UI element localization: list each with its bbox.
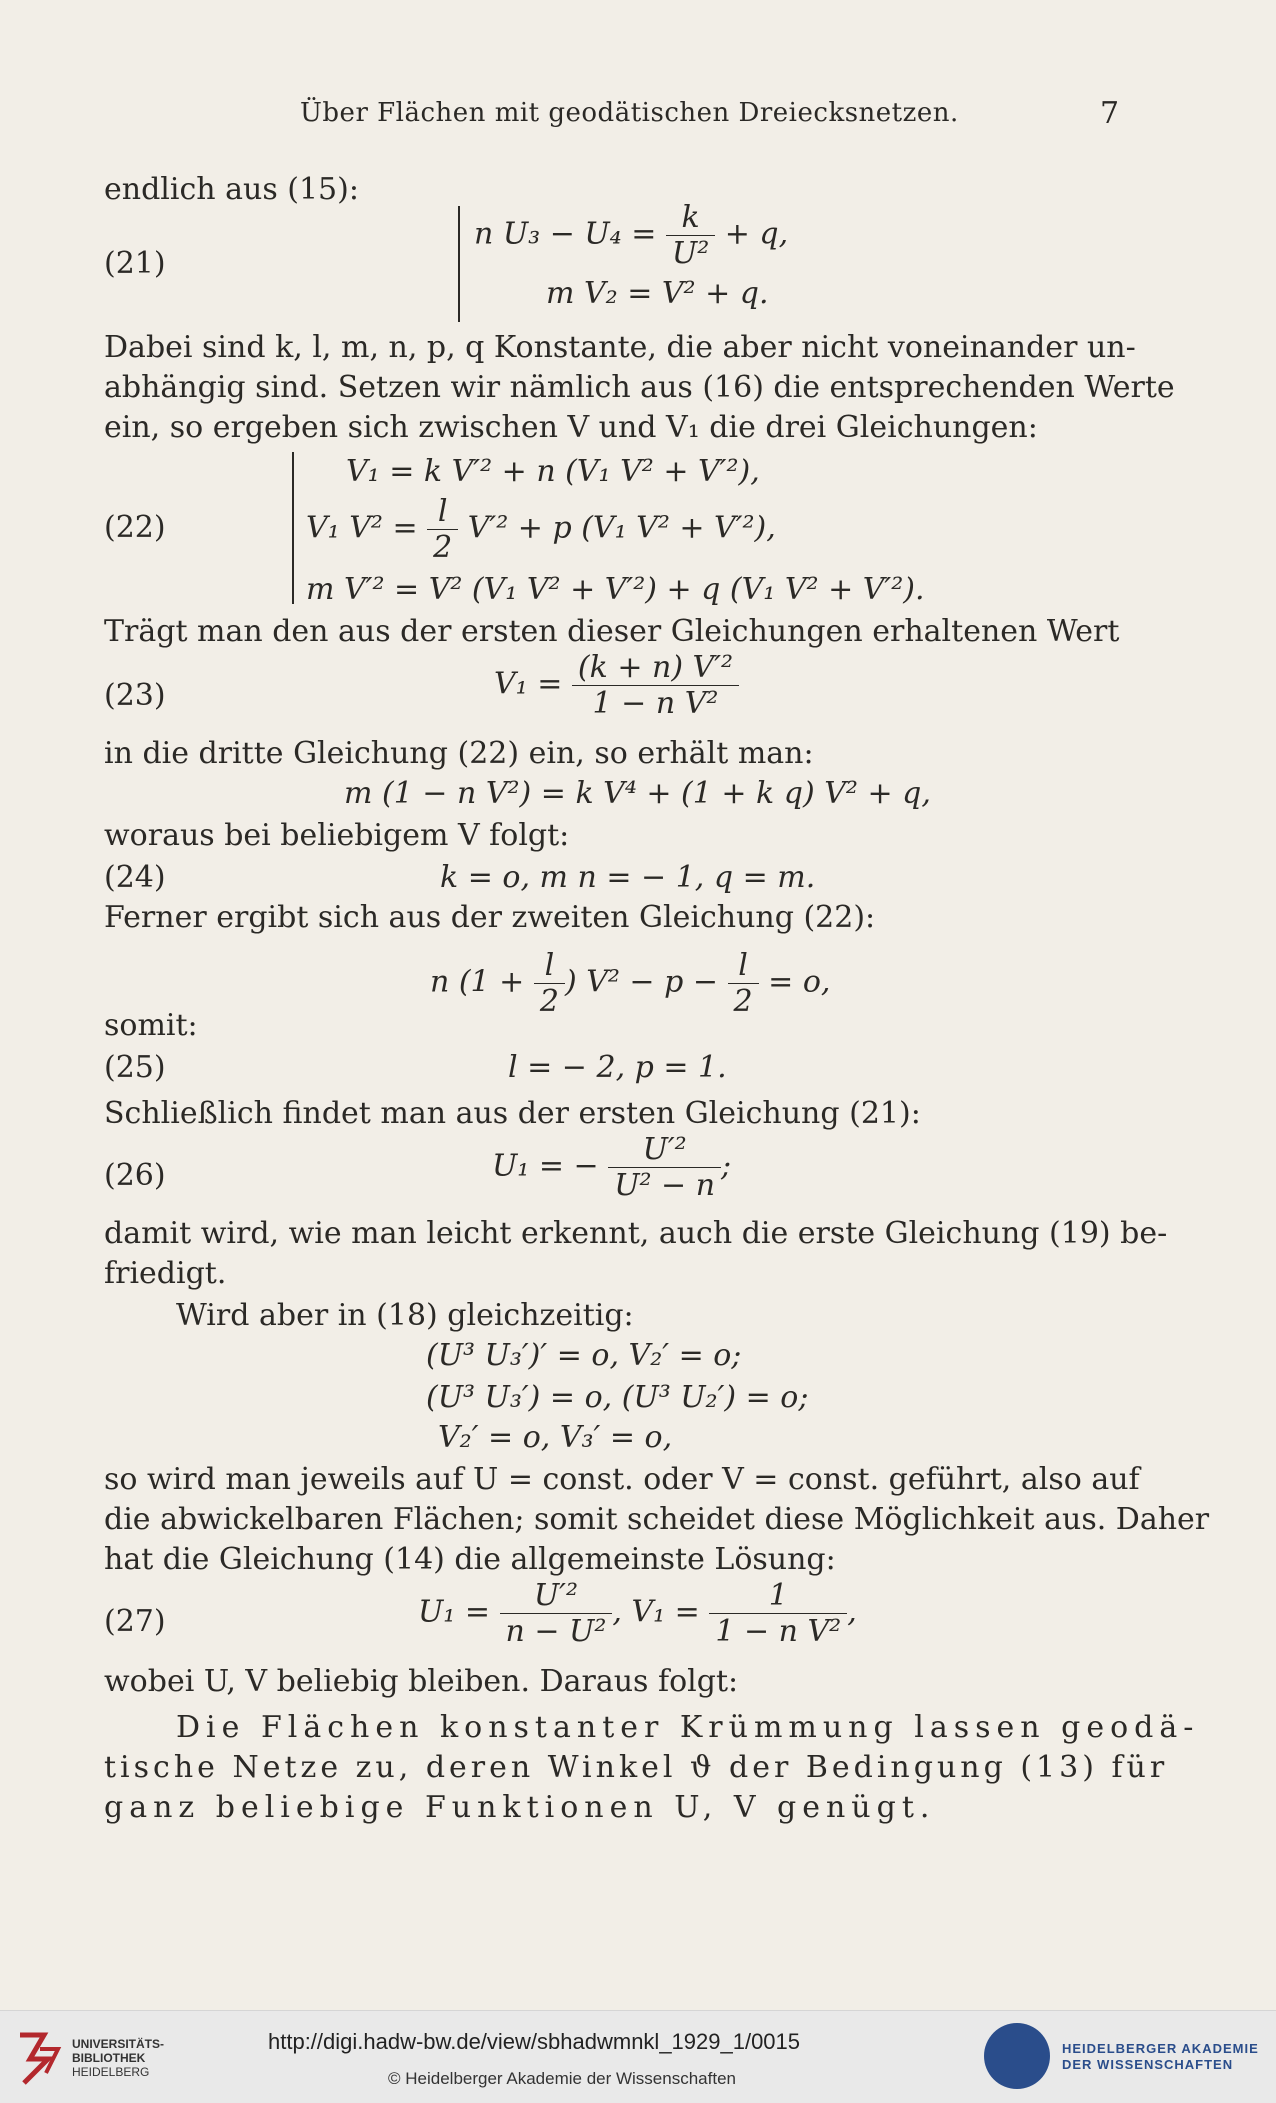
- numerator: l: [427, 494, 458, 530]
- eq-part: V′² + p (V₁ V² + V′²),: [458, 510, 776, 546]
- equation-23: [494, 650, 739, 721]
- text-line: friedigt.: [104, 1256, 227, 1291]
- denominator: 2: [433, 530, 453, 565]
- eq-part: + q,: [715, 216, 789, 252]
- numerator: U′²: [500, 1578, 613, 1614]
- denominator: U² − n: [614, 1168, 716, 1203]
- fraction: [666, 200, 715, 271]
- theorem-line: ganz beliebige Funktionen U, V genügt.: [104, 1790, 936, 1825]
- equation-label: (24): [104, 860, 166, 895]
- text-line: Trägt man den aus der ersten dieser Gleichungen erhaltenen Wert: [104, 614, 1120, 649]
- footer-bar: [0, 2010, 1276, 2103]
- equation-label: (26): [104, 1158, 166, 1193]
- university-library-name: [72, 2037, 164, 2079]
- copyright-text: © Heidelberger Akademie der Wissenschaften: [388, 2069, 736, 2088]
- text-line: wobei U, V beliebig bleiben. Daraus folgt:: [104, 1664, 739, 1699]
- equation-21a: [474, 200, 788, 271]
- page-number: 7: [1100, 96, 1120, 131]
- denominator: 1 − n V²: [592, 686, 719, 721]
- logo-text: BIBLIOTHEK: [72, 2051, 146, 2065]
- theorem-line: Die Flächen konstanter Krümmung lassen geodä-: [176, 1710, 1200, 1745]
- equation-label: (23): [104, 678, 166, 713]
- text-line: woraus bei beliebigem V folgt:: [104, 818, 570, 853]
- fraction: [500, 1578, 613, 1649]
- logo-text: HEIDELBERGER AKADEMIE: [1062, 2041, 1259, 2056]
- fraction: [608, 1132, 721, 1203]
- eq-part: , V₁ =: [612, 1594, 710, 1630]
- text-line: abhängig sind. Setzen wir nämlich aus (16) die entsprechenden Werte: [104, 370, 1175, 405]
- text-line: so wird man jeweils auf U = const. oder V = const. geführt, also auf: [104, 1462, 1140, 1497]
- text-line: Schließlich findet man aus der ersten Gleichung (21):: [104, 1096, 921, 1131]
- numerator: (k + n) V′²: [572, 650, 739, 686]
- logo-text: HEIDELBERG: [72, 2065, 150, 2079]
- eq-part: = o,: [758, 964, 831, 1000]
- text-line: Dabei sind k, l, m, n, p, q Konstante, die aber nicht voneinander un-: [104, 330, 1136, 365]
- equation-w1: (U³ U₃′)′ = o, V₂′ = o;: [426, 1338, 742, 1373]
- equation-27: [418, 1578, 857, 1649]
- brace: [458, 206, 460, 322]
- equation-n: [430, 948, 830, 1019]
- eq-part: ,: [847, 1594, 857, 1630]
- text-line: damit wird, wie man leicht erkennt, auch die erste Gleichung (19) be-: [104, 1216, 1168, 1251]
- logo-text: DER WISSENSCHAFTEN: [1062, 2057, 1234, 2072]
- equation-label: (27): [104, 1604, 166, 1639]
- numerator: l: [728, 948, 759, 984]
- numerator: k: [666, 200, 715, 236]
- equation-24: k = o, m n = − 1, q = m.: [440, 860, 816, 895]
- equation-label: (22): [104, 510, 166, 545]
- eq-part: ;: [721, 1148, 732, 1184]
- equation-w2: (U³ U₃′) = o, (U³ U₂′) = o;: [426, 1380, 809, 1415]
- numerator: U′²: [608, 1132, 721, 1168]
- permalink[interactable]: http://digi.hadw-bw.de/view/sbhadwmnkl_1929_1/0015: [268, 2029, 801, 2054]
- eq-part: V₁ V² =: [306, 510, 428, 546]
- denominator: 1 − n V²: [715, 1614, 842, 1649]
- university-library-logo-icon: [14, 2029, 64, 2087]
- equation-25: l = − 2, p = 1.: [508, 1050, 727, 1085]
- equation-m: m (1 − n V²) = k V⁴ + (1 + k q) V² + q,: [344, 776, 931, 811]
- text-line: Wird aber in (18) gleichzeitig:: [176, 1298, 634, 1333]
- equation-22b: [306, 494, 776, 565]
- academy-seal-icon: [984, 2023, 1050, 2089]
- equation-26: [492, 1132, 731, 1203]
- text-line: die abwickelbaren Flächen; somit scheidet diese Möglichkeit aus. Daher: [104, 1502, 1210, 1537]
- brace: [292, 452, 294, 604]
- text-line: Ferner ergibt sich aus der zweiten Gleichung (22):: [104, 900, 876, 935]
- eq-part: U₁ =: [418, 1594, 500, 1630]
- equation-label: (21): [104, 246, 166, 281]
- numerator: l: [534, 948, 565, 984]
- eq-part: V₁ =: [494, 666, 572, 702]
- eq-part: ) V² − p −: [564, 964, 728, 1000]
- text-line: ein, so ergeben sich zwischen V und V₁ die drei Gleichungen:: [104, 410, 1038, 445]
- theorem-line: tische Netze zu, deren Winkel ϑ der Bedingung (13) für: [104, 1750, 1169, 1785]
- fraction: [709, 1578, 847, 1649]
- denominator: U²: [671, 236, 710, 271]
- text-line: in die dritte Gleichung (22) ein, so erhält man:: [104, 736, 814, 771]
- logo-text: UNIVERSITÄTS-: [72, 2037, 165, 2051]
- denominator: n − U²: [505, 1614, 607, 1649]
- text-line: endlich aus (15):: [104, 172, 359, 207]
- text-line: somit:: [104, 1008, 198, 1043]
- equation-22c: m V′² = V² (V₁ V² + V′²) + q (V₁ V² + V′²).: [306, 572, 925, 607]
- eq-part: n U₃ − U₄ =: [474, 216, 666, 252]
- numerator: 1: [709, 1578, 847, 1614]
- equation-21b: m V₂ = V² + q.: [546, 276, 769, 311]
- equation-w3: V₂′ = o, V₃′ = o,: [438, 1420, 673, 1455]
- fraction: [427, 494, 458, 565]
- equation-22a: V₁ = k V′² + n (V₁ V² + V′²),: [346, 454, 760, 489]
- academy-name: [1062, 2041, 1259, 2073]
- denominator: 2: [539, 984, 559, 1019]
- eq-part: U₁ = −: [492, 1148, 609, 1184]
- eq-part: n (1 +: [430, 964, 534, 1000]
- fraction: [534, 948, 565, 1019]
- fraction: [572, 650, 739, 721]
- fraction: [728, 948, 759, 1019]
- running-header: Über Flächen mit geodätischen Dreiecksnetzen.: [300, 98, 959, 128]
- denominator: 2: [733, 984, 753, 1019]
- equation-label: (25): [104, 1050, 166, 1085]
- text-line: hat die Gleichung (14) die allgemeinste Lösung:: [104, 1542, 836, 1577]
